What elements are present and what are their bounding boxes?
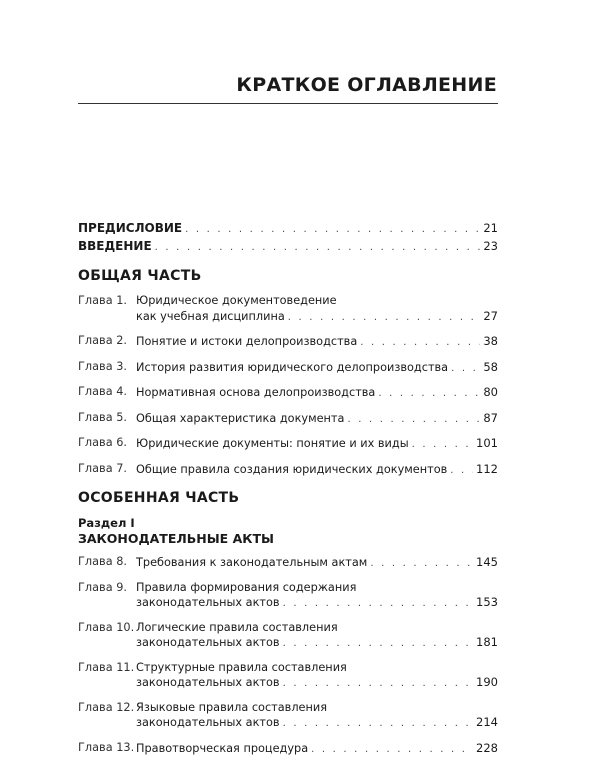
chapter-body [136,701,498,732]
page-number: 153 [476,595,498,609]
toc-entry-introduction[interactable] [78,238,498,256]
chapter-title: законодательных актов [136,676,280,689]
chapter-title-line: Правила формирования содержания [136,580,357,594]
section-heading-special: ОСОБЕННАЯ ЧАСТЬ [78,490,240,506]
chapter-title-row [136,635,498,652]
toc-entry-chapter[interactable] [78,555,498,572]
chapter-body [136,360,498,377]
toc-entry-chapter[interactable] [78,385,498,402]
chapter-title: как учебная дисциплина [136,309,285,323]
part-label: Раздел I [78,516,135,530]
leader-dots [412,438,473,453]
chapter-title-row [136,334,498,351]
toc-entry-chapter[interactable] [78,621,498,652]
chapter-title-row [136,555,498,572]
toc-entry-chapter[interactable] [78,581,498,612]
chapter-body [136,621,498,652]
chapter-label: Глава 9. [78,580,127,594]
chapter-label: Глава 10. [78,620,135,634]
page-number: 27 [483,308,498,323]
chapter-title: законодательных актов [136,596,280,609]
chapter-title: законодательных актов [136,716,280,729]
page-number: 58 [483,359,498,374]
chapter-body [136,385,498,402]
chapter-label: Глава 8. [78,555,127,568]
chapter-title-line: Юридическое документоведение [136,294,337,307]
chapter-title-row [136,675,498,692]
chapter-title-row [136,436,498,453]
chapter-body [136,436,498,453]
chapter-title-row [136,411,498,428]
page-title: КРАТКОЕ ОГЛАВЛЕНИЕ [236,74,497,96]
chapter-body [136,411,498,428]
chapter-label: Глава 2. [78,334,127,347]
chapter-label: Глава 7. [78,461,127,475]
toc-entry-chapter[interactable] [78,436,498,453]
chapter-title: Общая характеристика документа [136,411,345,425]
page-number: 181 [476,635,498,649]
chapter-title-row [136,385,498,402]
chapter-title-row [136,595,498,612]
leader-dots [283,677,473,692]
chapter-title: История развития юридического делопроизводства [136,360,449,374]
leader-dots [451,362,480,377]
leader-dots [185,221,480,238]
page-number: 87 [483,410,498,425]
chapter-title-row [136,715,498,732]
chapter-body [136,294,498,325]
chapter-label: Глава 13. [78,740,135,754]
chapter-title: Юридические документы: понятие и их виды [136,437,409,450]
toc-entry-chapter[interactable] [78,360,498,377]
page-number: 112 [476,461,498,476]
table-of-contents [78,220,498,766]
chapter-label: Глава 12. [78,700,135,714]
chapter-title-row [136,360,498,377]
leader-dots [450,464,473,479]
chapter-body [136,661,498,692]
chapter-title-row [136,741,498,758]
page-number: 21 [483,221,498,235]
page-number: 145 [476,555,498,569]
page-number: 190 [476,675,498,689]
entry-label: ПРЕДИСЛОВИЕ [78,221,183,235]
chapter-label: Глава 4. [78,385,127,398]
toc-entry-chapter[interactable] [78,334,498,351]
leader-dots [283,637,473,652]
chapter-label: Глава 6. [78,436,127,449]
chapter-title: Нормативная основа делопроизводства [136,386,376,399]
chapter-label: Глава 11. [78,660,135,674]
chapter-body [136,581,498,612]
toc-entry-chapter[interactable] [78,701,498,732]
page-number: 38 [483,334,498,348]
page-number: 228 [476,740,498,755]
toc-entry-chapter[interactable] [78,741,498,758]
chapter-title: Правотворческая процедура [136,741,309,755]
chapter-label: Глава 3. [78,359,127,373]
toc-entry-chapter[interactable] [78,294,498,325]
chapter-title-row [136,309,498,326]
chapter-label: Глава 1. [78,294,127,307]
chapter-title: законодательных актов [136,636,280,649]
chapter-title-line: Языковые правила составления [136,700,328,714]
leader-dots [155,239,481,256]
chapter-body [136,334,498,351]
chapter-body [136,462,498,479]
part-title: ЗАКОНОДАТЕЛЬНЫЕ АКТЫ [78,531,274,546]
chapter-body [136,555,498,572]
leader-dots [370,557,473,572]
entry-label: ВВЕДЕНИЕ [78,239,152,253]
chapter-title: Общие правила создания юридических документов [136,462,448,476]
page-number: 23 [483,239,498,253]
leader-dots [347,413,480,428]
leader-dots [378,387,480,402]
chapter-title-line: Логические правила составления [136,620,338,634]
general-chapter-list [78,294,498,478]
leader-dots [283,717,473,732]
page-number: 80 [483,385,498,399]
chapter-title: Понятие и истоки делопроизводства [136,335,358,348]
leader-dots [288,311,481,326]
section-heading-general: ОБЩАЯ ЧАСТЬ [78,268,202,284]
special-chapter-list [78,555,498,757]
chapter-title: Требования к законодательным актам [136,556,368,569]
chapter-body [136,741,498,758]
page-number: 101 [476,436,498,450]
toc-entry-chapter[interactable] [78,411,498,428]
toc-entry-chapter[interactable] [78,462,498,479]
toc-entry-chapter[interactable] [78,661,498,692]
title-rule [78,103,498,104]
leader-dots [283,597,473,612]
leader-dots [360,336,480,351]
page-number: 214 [476,715,498,729]
chapter-title-row [136,462,498,479]
chapter-title-line: Структурные правила составления [136,660,347,674]
chapter-label: Глава 5. [78,410,127,424]
toc-entry-preface[interactable] [78,220,498,238]
